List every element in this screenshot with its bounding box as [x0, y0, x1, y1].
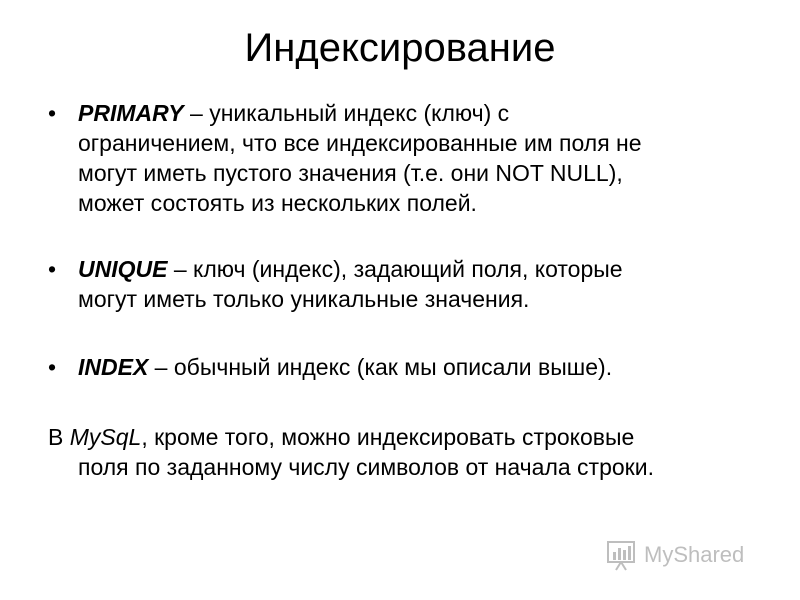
bullet: • — [48, 100, 57, 126]
paragraph-prefix: В — [48, 424, 70, 450]
item-line-2: могут иметь только уникальные значения. — [78, 286, 530, 312]
watermark — [606, 538, 766, 574]
bullet: • — [48, 256, 57, 282]
item-line-1: – обычный индекс (как мы описали выше). — [148, 354, 613, 380]
term-unique: UNIQUE — [78, 256, 168, 282]
item-text — [78, 98, 758, 218]
item-text — [78, 254, 758, 314]
item-line-1: – ключ (индекс), задающий поля, которые — [167, 256, 623, 282]
item-line — [78, 98, 758, 128]
chart-icon — [606, 538, 638, 572]
paragraph-line-2: поля по заданному числу символов от начала строки. — [78, 454, 654, 480]
slide-title: Индексирование — [244, 26, 556, 70]
term-primary: PRIMARY — [78, 100, 184, 126]
paragraph-line-1-rest: , кроме того, можно индексировать строковые — [141, 424, 635, 450]
item-line-3: могут иметь пустого значения (т.е. они NOT NULL), — [78, 160, 623, 186]
item-line-2: ограничением, что все индексированные им поля не — [78, 130, 642, 156]
watermark-text: MyShared — [644, 542, 745, 567]
item-text — [78, 352, 758, 382]
item-line — [78, 254, 758, 284]
mysql-paragraph — [48, 422, 768, 482]
item-line-1: – уникальный индекс (ключ) с — [183, 100, 510, 126]
paragraph-line-1 — [48, 422, 768, 452]
item-line — [78, 352, 758, 382]
term-mysql: MySqL — [69, 424, 142, 450]
bullet: • — [48, 354, 57, 380]
item-line-4: может состоять из нескольких полей. — [78, 190, 477, 216]
term-index: INDEX — [78, 354, 149, 380]
